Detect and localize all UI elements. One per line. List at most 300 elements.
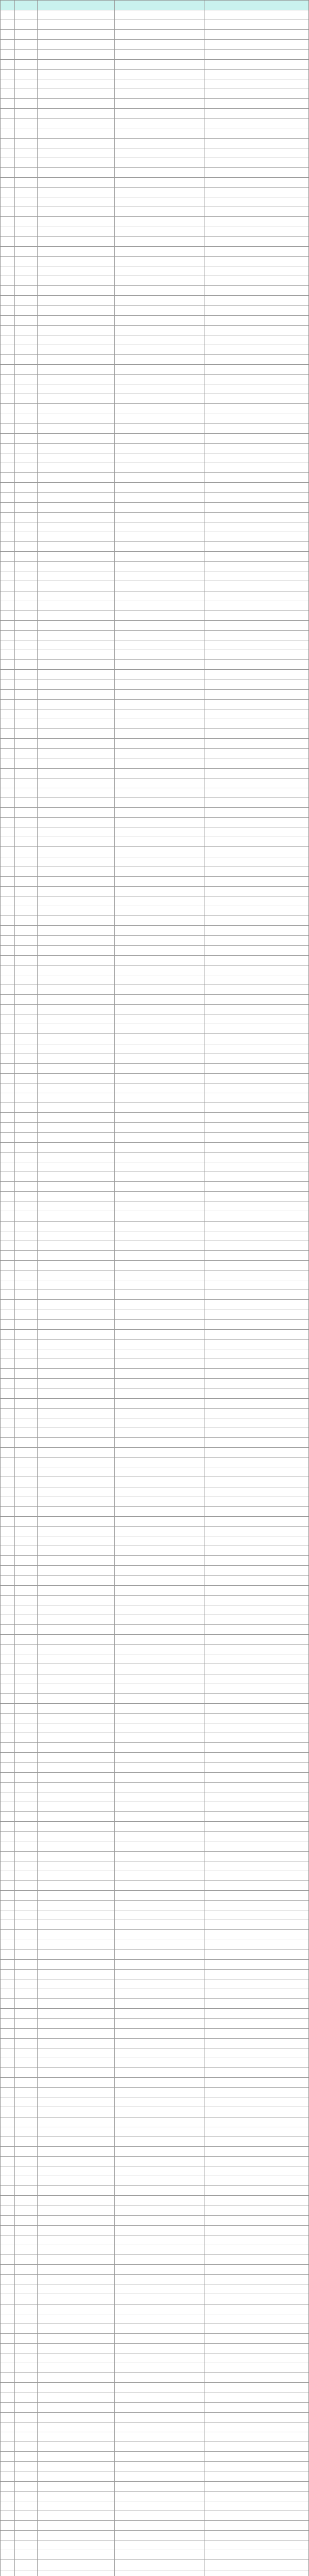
table-row	[1, 680, 308, 690]
table-row	[1, 1940, 308, 1950]
row-cell-col1	[1, 424, 15, 433]
row-cell-col1	[1, 2127, 15, 2137]
row-cell-col4	[115, 975, 204, 985]
row-cell-col5	[204, 1093, 308, 1103]
table-row	[1, 1064, 308, 1074]
table-row	[1, 128, 308, 138]
table-row	[1, 2324, 308, 2334]
table-row	[1, 1635, 308, 1645]
row-cell-col3	[38, 2501, 115, 2511]
row-cell-col3	[38, 2107, 115, 2116]
row-cell-col1	[1, 1704, 15, 1713]
row-cell-col4	[115, 887, 204, 896]
table-row	[1, 276, 308, 286]
row-cell-col1	[1, 1054, 15, 1063]
row-cell-col1	[1, 1576, 15, 1585]
row-cell-col5	[204, 139, 308, 148]
row-cell-col5	[204, 581, 308, 590]
row-cell-col3	[38, 621, 115, 630]
row-cell-col4	[115, 1241, 204, 1250]
row-cell-col2	[15, 128, 38, 138]
row-cell-col5	[204, 2511, 308, 2520]
table-row	[1, 1970, 308, 1979]
row-cell-col5	[204, 335, 308, 345]
table-row	[1, 1763, 308, 1773]
row-cell-col3	[38, 227, 115, 236]
table-row	[1, 2245, 308, 2255]
row-cell-col3	[38, 1211, 115, 1221]
row-cell-col5	[204, 1910, 308, 1920]
row-cell-col2	[15, 1123, 38, 1132]
row-cell-col5	[204, 2560, 308, 2569]
row-cell-col1	[1, 1920, 15, 1929]
row-cell-col2	[15, 788, 38, 798]
row-cell-col3	[38, 1527, 115, 1536]
row-cell-col5	[204, 79, 308, 89]
row-cell-col1	[1, 709, 15, 719]
row-cell-col1	[1, 995, 15, 1004]
row-cell-col3	[38, 1910, 115, 1920]
row-cell-col2	[15, 2206, 38, 2215]
table-row	[1, 2294, 308, 2304]
row-cell-col2	[15, 1172, 38, 1181]
table-row	[1, 139, 308, 148]
row-cell-col5	[204, 2540, 308, 2550]
row-cell-col4	[115, 2216, 204, 2225]
table-row	[1, 296, 308, 306]
row-cell-col2	[15, 1133, 38, 1142]
row-cell-col5	[204, 1694, 308, 1703]
row-cell-col1	[1, 217, 15, 226]
row-cell-col4	[115, 2137, 204, 2146]
table-row	[1, 1300, 308, 1310]
table-row	[1, 355, 308, 365]
row-cell-col5	[204, 680, 308, 689]
table-row	[1, 2413, 308, 2422]
row-cell-col3	[38, 1014, 115, 1024]
row-cell-col2	[15, 1970, 38, 1979]
row-cell-col2	[15, 1369, 38, 1378]
row-cell-col5	[204, 1014, 308, 1024]
row-cell-col1	[1, 1418, 15, 1428]
row-cell-col2	[15, 2492, 38, 2501]
row-cell-col3	[38, 1054, 115, 1063]
table-row	[1, 70, 308, 79]
row-cell-col4	[115, 2492, 204, 2501]
row-cell-col5	[204, 1753, 308, 1762]
table-row	[1, 2383, 308, 2393]
table-row	[1, 1792, 308, 1802]
row-cell-col5	[204, 1792, 308, 1802]
row-cell-col2	[15, 2540, 38, 2550]
row-cell-col2	[15, 79, 38, 89]
header-col4	[115, 1, 204, 10]
row-cell-col1	[1, 2235, 15, 2245]
row-cell-col3	[38, 1438, 115, 1447]
row-cell-col4	[115, 739, 204, 748]
row-cell-col2	[15, 1556, 38, 1565]
table-row	[1, 1388, 308, 1398]
row-cell-col2	[15, 1409, 38, 1418]
table-row	[1, 936, 308, 945]
row-cell-col5	[204, 1143, 308, 1152]
row-cell-col1	[1, 758, 15, 768]
row-cell-col3	[38, 1133, 115, 1142]
row-cell-col1	[1, 1773, 15, 1782]
row-cell-col2	[15, 2353, 38, 2363]
row-cell-col4	[115, 965, 204, 975]
row-cell-col3	[38, 118, 115, 128]
row-cell-col3	[38, 1645, 115, 1654]
row-cell-col3	[38, 2521, 115, 2530]
table-row	[1, 1182, 308, 1192]
row-cell-col2	[15, 158, 38, 167]
row-cell-col1	[1, 1241, 15, 1250]
row-cell-col4	[115, 1802, 204, 1811]
row-cell-col1	[1, 1467, 15, 1477]
row-cell-col5	[204, 2019, 308, 2028]
row-cell-col4	[115, 2353, 204, 2363]
row-cell-col1	[1, 20, 15, 29]
row-cell-col5	[204, 778, 308, 788]
row-cell-col1	[1, 867, 15, 876]
row-cell-col2	[15, 532, 38, 541]
row-cell-col5	[204, 404, 308, 413]
table-row	[1, 847, 308, 857]
row-cell-col4	[115, 1664, 204, 1673]
row-cell-col2	[15, 1103, 38, 1112]
row-cell-col2	[15, 2157, 38, 2166]
row-cell-col4	[115, 1074, 204, 1083]
row-cell-col5	[204, 660, 308, 669]
row-cell-col2	[15, 1261, 38, 1270]
row-cell-col5	[204, 1487, 308, 1497]
row-cell-col4	[115, 168, 204, 177]
row-cell-col2	[15, 867, 38, 876]
row-cell-col2	[15, 2039, 38, 2048]
row-cell-col2	[15, 1645, 38, 1654]
table-row	[1, 1664, 308, 1674]
row-cell-col2	[15, 306, 38, 315]
row-cell-col2	[15, 109, 38, 118]
row-cell-col5	[204, 1625, 308, 1634]
row-cell-col2	[15, 2166, 38, 2176]
row-cell-col1	[1, 1192, 15, 1201]
table-row	[1, 1723, 308, 1733]
row-cell-col5	[204, 1340, 308, 1349]
row-cell-col3	[38, 1773, 115, 1782]
row-cell-col3	[38, 936, 115, 945]
row-cell-col1	[1, 503, 15, 512]
row-cell-col3	[38, 2097, 115, 2107]
table-row	[1, 621, 308, 631]
row-cell-col2	[15, 1920, 38, 1929]
table-row	[1, 178, 308, 188]
row-cell-col1	[1, 188, 15, 197]
row-cell-col1	[1, 1399, 15, 1408]
row-cell-col5	[204, 227, 308, 236]
row-cell-col2	[15, 50, 38, 59]
row-cell-col5	[204, 1290, 308, 1299]
row-cell-col1	[1, 2501, 15, 2511]
row-cell-col2	[15, 316, 38, 325]
row-cell-col4	[115, 778, 204, 788]
table-row	[1, 1014, 308, 1024]
row-cell-col3	[38, 2560, 115, 2569]
row-cell-col4	[115, 335, 204, 345]
table-row	[1, 896, 308, 906]
row-cell-col2	[15, 2176, 38, 2185]
row-cell-col4	[115, 2304, 204, 2314]
row-cell-col1	[1, 562, 15, 571]
row-cell-col2	[15, 1497, 38, 1506]
row-cell-col2	[15, 2127, 38, 2137]
row-cell-col4	[115, 926, 204, 935]
row-cell-col4	[115, 769, 204, 778]
row-cell-col3	[38, 818, 115, 827]
row-cell-col1	[1, 60, 15, 69]
row-cell-col3	[38, 1822, 115, 1831]
row-cell-col2	[15, 552, 38, 561]
row-cell-col2	[15, 1153, 38, 1162]
row-cell-col3	[38, 30, 115, 39]
table-row	[1, 463, 308, 473]
row-cell-col3	[38, 532, 115, 541]
row-cell-col1	[1, 1615, 15, 1624]
row-cell-col1	[1, 552, 15, 561]
row-cell-col2	[15, 70, 38, 79]
row-cell-col5	[204, 89, 308, 98]
row-cell-col1	[1, 877, 15, 886]
row-cell-col2	[15, 877, 38, 886]
row-cell-col5	[204, 2471, 308, 2481]
row-cell-col4	[115, 453, 204, 463]
table-row	[1, 1172, 308, 1182]
row-cell-col3	[38, 2226, 115, 2235]
row-cell-col5	[204, 70, 308, 79]
table-row	[1, 2157, 308, 2166]
row-cell-col4	[115, 640, 204, 650]
row-cell-col5	[204, 2550, 308, 2560]
row-cell-col4	[115, 709, 204, 719]
row-cell-col2	[15, 660, 38, 669]
row-cell-col4	[115, 1989, 204, 1998]
row-cell-col5	[204, 2393, 308, 2402]
row-cell-col1	[1, 631, 15, 640]
row-cell-col2	[15, 1566, 38, 1575]
row-cell-col5	[204, 158, 308, 167]
row-cell-col1	[1, 1133, 15, 1142]
row-cell-col2	[15, 1074, 38, 1083]
row-cell-col5	[204, 1044, 308, 1054]
row-cell-col3	[38, 1960, 115, 1969]
row-cell-col1	[1, 2324, 15, 2333]
row-cell-col2	[15, 1222, 38, 1231]
row-cell-col2	[15, 2521, 38, 2530]
row-cell-col3	[38, 1409, 115, 1418]
row-cell-col5	[204, 719, 308, 728]
row-cell-col5	[204, 217, 308, 226]
row-cell-col1	[1, 50, 15, 59]
row-cell-col5	[204, 1527, 308, 1536]
row-cell-col2	[15, 1349, 38, 1359]
table-row	[1, 1231, 308, 1241]
row-cell-col1	[1, 365, 15, 374]
row-cell-col1	[1, 247, 15, 256]
row-cell-col4	[115, 985, 204, 994]
table-row	[1, 552, 308, 562]
row-cell-col1	[1, 2107, 15, 2116]
table-row	[1, 60, 308, 70]
row-cell-col2	[15, 197, 38, 207]
row-cell-col4	[115, 1901, 204, 1910]
row-cell-col1	[1, 591, 15, 601]
table-row	[1, 1960, 308, 1970]
row-cell-col2	[15, 513, 38, 522]
row-cell-col2	[15, 2196, 38, 2205]
table-row	[1, 975, 308, 985]
row-cell-col5	[204, 2304, 308, 2314]
row-cell-col1	[1, 2373, 15, 2382]
row-cell-col2	[15, 2117, 38, 2127]
row-cell-col4	[115, 2422, 204, 2432]
table-row	[1, 1448, 308, 1458]
table-row	[1, 1674, 308, 1684]
row-cell-col2	[15, 1605, 38, 1615]
row-cell-col1	[1, 1910, 15, 1920]
row-cell-col2	[15, 906, 38, 916]
row-cell-col4	[115, 2166, 204, 2176]
row-cell-col5	[204, 995, 308, 1004]
row-cell-col2	[15, 1192, 38, 1201]
row-cell-col3	[38, 1989, 115, 1998]
row-cell-col5	[204, 1477, 308, 1486]
row-cell-col1	[1, 857, 15, 867]
table-row	[1, 1802, 308, 1812]
row-cell-col3	[38, 2216, 115, 2225]
row-cell-col4	[115, 1910, 204, 1920]
row-cell-col1	[1, 1379, 15, 1388]
table-row	[1, 700, 308, 709]
row-cell-col4	[115, 2334, 204, 2343]
row-cell-col3	[38, 20, 115, 29]
row-cell-col1	[1, 1517, 15, 1526]
row-cell-col1	[1, 89, 15, 98]
row-cell-col1	[1, 197, 15, 207]
row-cell-col2	[15, 1635, 38, 1644]
row-cell-col5	[204, 1635, 308, 1644]
row-cell-col3	[38, 1497, 115, 1506]
row-cell-col4	[115, 2442, 204, 2451]
row-cell-col4	[115, 503, 204, 512]
row-cell-col3	[38, 513, 115, 522]
row-cell-col3	[38, 808, 115, 817]
row-cell-col5	[204, 1162, 308, 1172]
row-cell-col4	[115, 827, 204, 837]
row-cell-col1	[1, 10, 15, 20]
row-cell-col4	[115, 2176, 204, 2185]
row-cell-col1	[1, 916, 15, 925]
row-cell-col5	[204, 10, 308, 20]
row-cell-col3	[38, 1024, 115, 1033]
row-cell-col5	[204, 326, 308, 335]
row-cell-col5	[204, 1369, 308, 1378]
row-cell-col4	[115, 1950, 204, 1959]
row-cell-col1	[1, 404, 15, 413]
row-cell-col5	[204, 1251, 308, 1260]
row-cell-col4	[115, 1064, 204, 1073]
row-cell-col4	[115, 1399, 204, 1408]
table-row	[1, 2471, 308, 2481]
row-cell-col4	[115, 1674, 204, 1684]
table-row	[1, 857, 308, 867]
row-cell-col2	[15, 896, 38, 906]
table-row	[1, 2048, 308, 2058]
row-cell-col5	[204, 168, 308, 177]
row-cell-col1	[1, 1497, 15, 1506]
row-cell-col2	[15, 1989, 38, 1998]
table-row	[1, 316, 308, 326]
row-cell-col2	[15, 2363, 38, 2372]
table-row	[1, 1773, 308, 1783]
row-cell-col4	[115, 611, 204, 620]
row-cell-col5	[204, 2058, 308, 2067]
table-row	[1, 394, 308, 404]
table-row	[1, 2353, 308, 2363]
table-row	[1, 1054, 308, 1064]
row-cell-col3	[38, 207, 115, 216]
row-cell-col5	[204, 847, 308, 856]
row-cell-col4	[115, 2206, 204, 2215]
row-cell-col4	[115, 473, 204, 482]
row-cell-col1	[1, 1458, 15, 1467]
row-cell-col3	[38, 404, 115, 413]
row-cell-col2	[15, 2235, 38, 2245]
table-row	[1, 227, 308, 237]
row-cell-col4	[115, 1576, 204, 1585]
row-cell-col3	[38, 2462, 115, 2471]
row-cell-col3	[38, 2058, 115, 2067]
table-row	[1, 2304, 308, 2314]
row-cell-col5	[204, 1773, 308, 1782]
row-cell-col2	[15, 1704, 38, 1713]
row-cell-col3	[38, 1399, 115, 1408]
row-cell-col4	[115, 326, 204, 335]
row-cell-col4	[115, 2501, 204, 2511]
row-cell-col3	[38, 2255, 115, 2264]
row-cell-col5	[204, 2206, 308, 2215]
row-cell-col3	[38, 99, 115, 108]
table-row	[1, 1083, 308, 1093]
row-cell-col1	[1, 70, 15, 79]
row-cell-col1	[1, 99, 15, 108]
row-cell-col5	[204, 1852, 308, 1861]
row-cell-col1	[1, 2521, 15, 2530]
row-cell-col4	[115, 1211, 204, 1221]
row-cell-col1	[1, 2570, 15, 2576]
row-cell-col1	[1, 2245, 15, 2255]
row-cell-col3	[38, 197, 115, 207]
row-cell-col2	[15, 2068, 38, 2077]
table-row	[1, 1458, 308, 1467]
row-cell-col4	[115, 2540, 204, 2550]
row-cell-col1	[1, 266, 15, 276]
row-cell-col4	[115, 139, 204, 148]
row-cell-col5	[204, 1989, 308, 1998]
row-cell-col1	[1, 2048, 15, 2058]
row-cell-col5	[204, 1536, 308, 1546]
row-cell-col4	[115, 207, 204, 216]
